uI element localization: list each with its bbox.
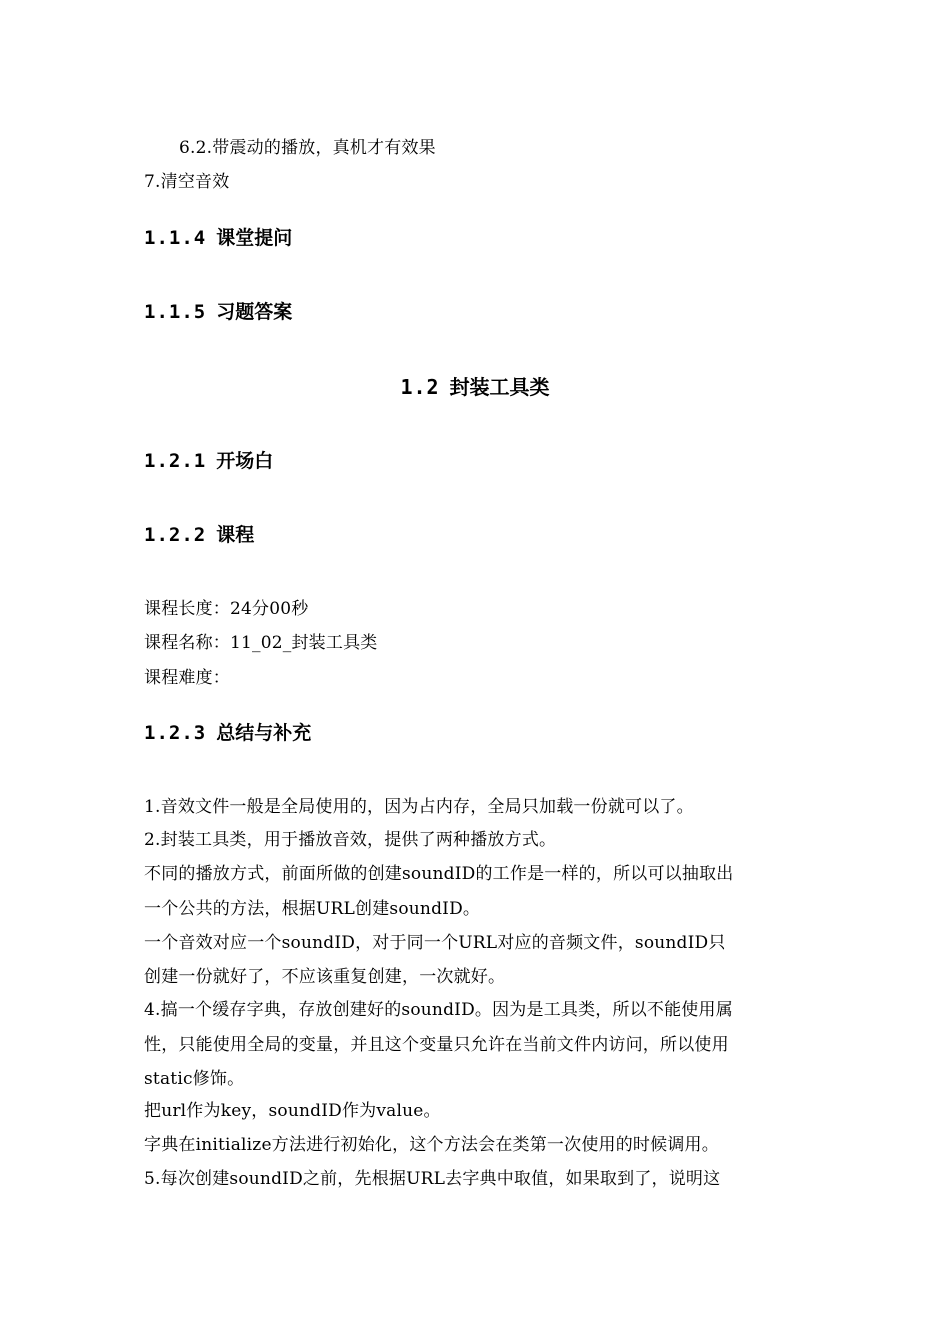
section-number: 1.2	[400, 375, 440, 399]
section-number: 1.2.1	[144, 450, 207, 472]
chapter-heading-1-2	[0, 373, 950, 401]
section-title: 开场白	[216, 450, 274, 472]
section-heading-1-2-1	[144, 448, 273, 474]
summary-line: 不同的播放方式，前面所做的创建soundID的工作是一样的，所以可以抽取出	[144, 864, 734, 884]
course-name: 课程名称：11_02_封装工具类	[144, 633, 378, 653]
section-heading-1-1-5	[144, 299, 292, 325]
summary-line: 性，只能使用全局的变量，并且这个变量只允许在当前文件内访问，所以使用	[144, 1035, 729, 1055]
list-item-6-2: 6.2.带震动的播放，真机才有效果	[179, 138, 436, 158]
course-difficulty: 课程难度：	[144, 668, 230, 688]
summary-line: 1.音效文件一般是全局使用的，因为占内存，全局只加载一份就可以了。	[144, 797, 694, 817]
section-title: 习题答案	[216, 301, 293, 323]
summary-line: 把url作为key，soundID作为value。	[144, 1101, 441, 1121]
section-title: 封装工具类	[449, 375, 550, 399]
section-number: 1.1.4	[144, 227, 207, 249]
section-title: 总结与补充	[216, 722, 312, 744]
summary-line: 创建一份就好了，不应该重复创建，一次就好。	[144, 967, 506, 987]
summary-line: 一个音效对应一个soundID，对于同一个URL对应的音频文件，soundID只	[144, 933, 726, 953]
list-item-7: 7.清空音效	[144, 172, 230, 192]
section-heading-1-2-3	[144, 720, 311, 746]
course-length: 课程长度：24分00秒	[144, 599, 309, 619]
summary-line: 4.搞一个缓存字典，存放创建好的soundID。因为是工具类，所以不能使用属	[144, 1000, 733, 1020]
section-number: 1.1.5	[144, 301, 207, 323]
section-number: 1.2.2	[144, 524, 207, 546]
section-number: 1.2.3	[144, 722, 207, 744]
section-title: 课堂提问	[216, 227, 293, 249]
section-title: 课程	[216, 524, 255, 546]
summary-line: 一个公共的方法，根据URL创建soundID。	[144, 899, 481, 919]
summary-line: 5.每次创建soundID之前，先根据URL去字典中取值，如果取到了，说明这	[144, 1169, 721, 1189]
summary-line: 字典在initialize方法进行初始化，这个方法会在类第一次使用的时候调用。	[144, 1135, 719, 1155]
summary-line: static修饰。	[144, 1069, 245, 1089]
section-heading-1-2-2	[144, 522, 254, 548]
section-heading-1-1-4	[144, 225, 292, 251]
summary-line: 2.封装工具类，用于播放音效，提供了两种播放方式。	[144, 830, 557, 850]
